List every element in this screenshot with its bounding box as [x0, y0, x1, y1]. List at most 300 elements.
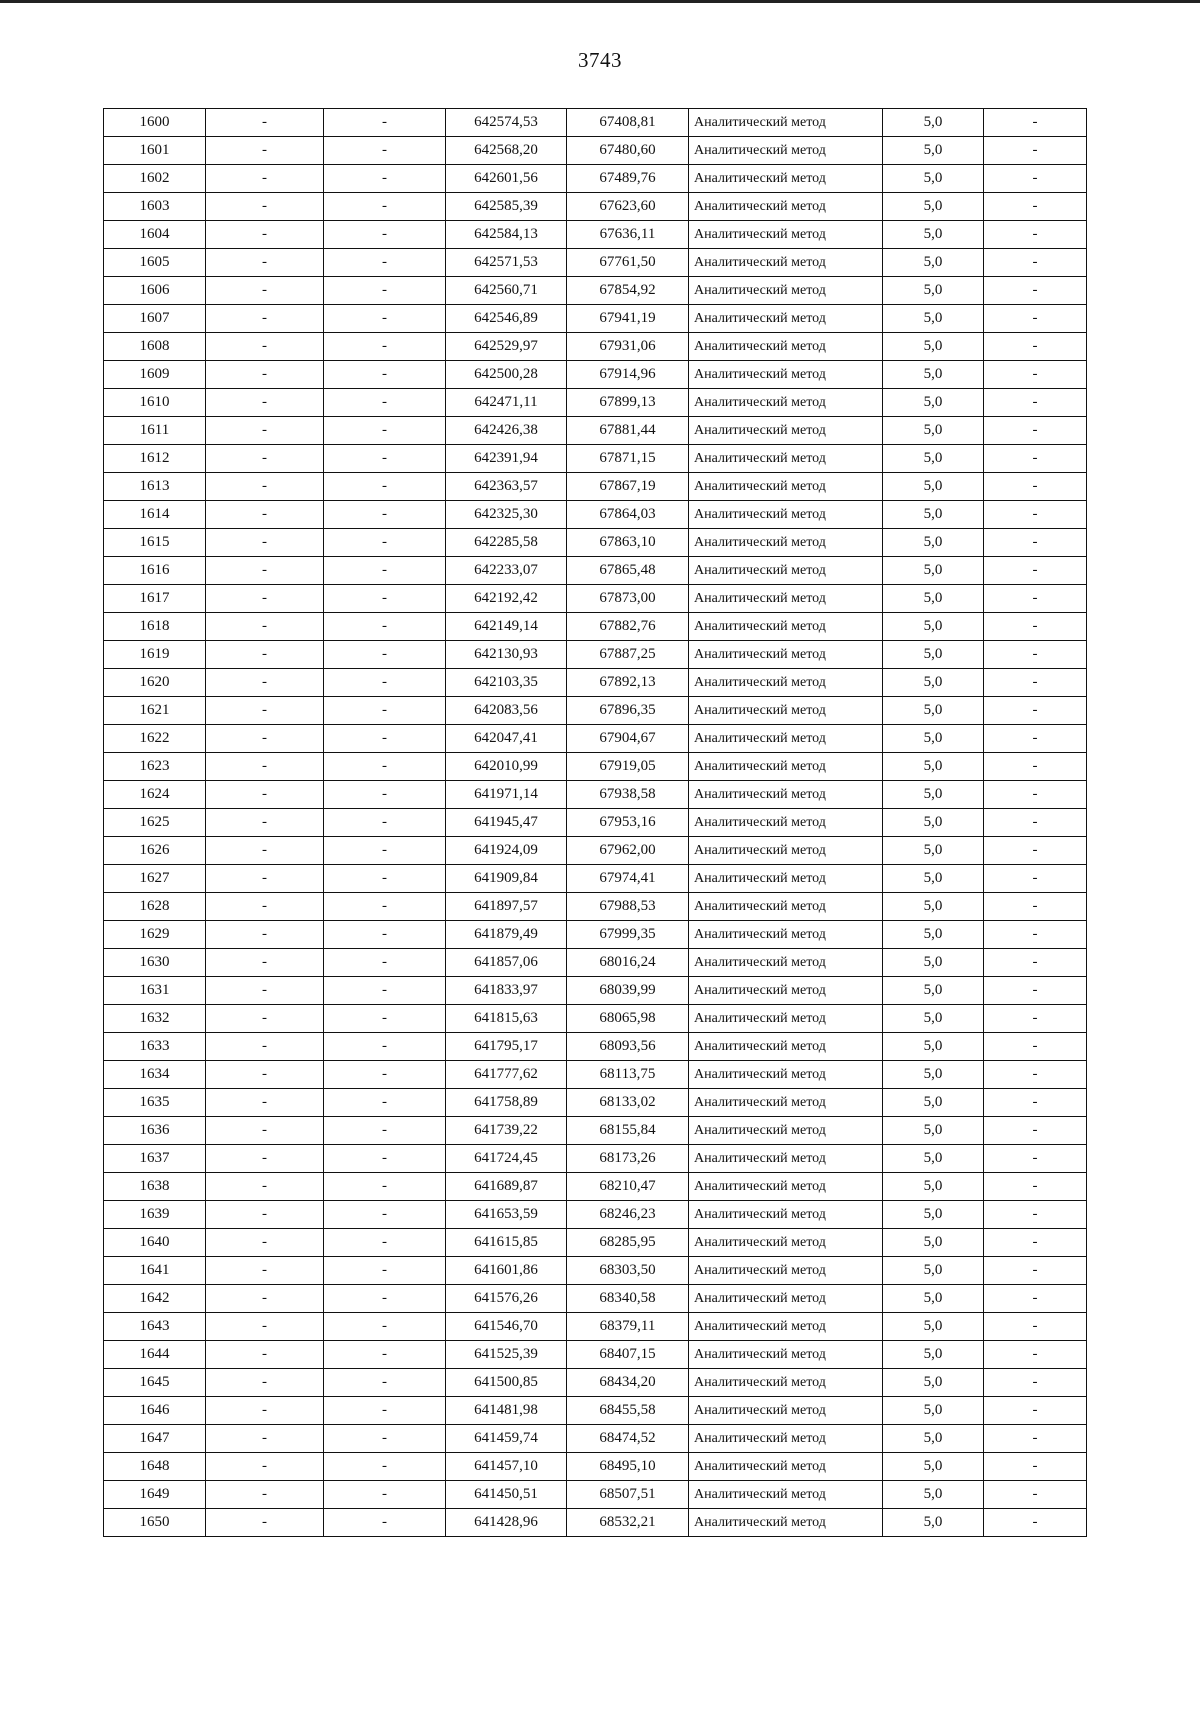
- coordinate-y-cell: 67636,11: [567, 221, 689, 249]
- coordinate-y-cell: 67953,16: [567, 809, 689, 837]
- coordinate-x-cell: 642571,53: [446, 249, 567, 277]
- accuracy-cell: 5,0: [883, 585, 984, 613]
- coordinate-y-cell: 68173,26: [567, 1145, 689, 1173]
- table-row: [104, 1453, 1087, 1481]
- coordinate-y-cell: 68455,58: [567, 1397, 689, 1425]
- description-cell: -: [984, 837, 1087, 865]
- empty-x-cell: -: [206, 1257, 324, 1285]
- point-number-cell: 1616: [104, 557, 206, 585]
- description-cell: -: [984, 781, 1087, 809]
- coordinate-y-cell: 67864,03: [567, 501, 689, 529]
- description-cell: -: [984, 977, 1087, 1005]
- empty-y-cell: -: [324, 1061, 446, 1089]
- point-number-cell: 1621: [104, 697, 206, 725]
- table-row: [104, 1117, 1087, 1145]
- coordinate-y-cell: 68434,20: [567, 1369, 689, 1397]
- empty-x-cell: -: [206, 109, 324, 137]
- coordinate-y-cell: 67941,19: [567, 305, 689, 333]
- point-number-cell: 1609: [104, 361, 206, 389]
- empty-x-cell: -: [206, 445, 324, 473]
- empty-x-cell: -: [206, 1033, 324, 1061]
- coordinate-y-cell: 67865,48: [567, 557, 689, 585]
- coordinate-x-cell: 642083,56: [446, 697, 567, 725]
- coordinate-x-cell: 641777,62: [446, 1061, 567, 1089]
- empty-y-cell: -: [324, 725, 446, 753]
- accuracy-cell: 5,0: [883, 1425, 984, 1453]
- empty-y-cell: -: [324, 837, 446, 865]
- point-number-cell: 1646: [104, 1397, 206, 1425]
- accuracy-cell: 5,0: [883, 893, 984, 921]
- coordinate-x-cell: 642574,53: [446, 109, 567, 137]
- empty-y-cell: -: [324, 1257, 446, 1285]
- description-cell: -: [984, 417, 1087, 445]
- description-cell: -: [984, 137, 1087, 165]
- coordinate-y-cell: 68285,95: [567, 1229, 689, 1257]
- accuracy-cell: 5,0: [883, 1257, 984, 1285]
- description-cell: -: [984, 1173, 1087, 1201]
- method-cell: Аналитический метод: [689, 781, 883, 809]
- coordinate-y-cell: 67881,44: [567, 417, 689, 445]
- empty-x-cell: -: [206, 1369, 324, 1397]
- coordinate-y-cell: 68246,23: [567, 1201, 689, 1229]
- description-cell: -: [984, 809, 1087, 837]
- accuracy-cell: 5,0: [883, 837, 984, 865]
- table-row: [104, 1369, 1087, 1397]
- point-number-cell: 1632: [104, 1005, 206, 1033]
- coordinate-x-cell: 641909,84: [446, 865, 567, 893]
- point-number-cell: 1637: [104, 1145, 206, 1173]
- empty-y-cell: -: [324, 221, 446, 249]
- empty-y-cell: -: [324, 1117, 446, 1145]
- method-cell: Аналитический метод: [689, 557, 883, 585]
- accuracy-cell: 5,0: [883, 221, 984, 249]
- table-row: [104, 417, 1087, 445]
- description-cell: -: [984, 361, 1087, 389]
- coordinate-y-cell: 67962,00: [567, 837, 689, 865]
- point-number-cell: 1630: [104, 949, 206, 977]
- point-number-cell: 1649: [104, 1481, 206, 1509]
- point-number-cell: 1642: [104, 1285, 206, 1313]
- description-cell: -: [984, 389, 1087, 417]
- accuracy-cell: 5,0: [883, 1117, 984, 1145]
- point-number-cell: 1618: [104, 613, 206, 641]
- point-number-cell: 1602: [104, 165, 206, 193]
- coordinate-x-cell: 642047,41: [446, 725, 567, 753]
- empty-x-cell: -: [206, 1061, 324, 1089]
- table-row: [104, 1313, 1087, 1341]
- accuracy-cell: 5,0: [883, 1453, 984, 1481]
- empty-y-cell: -: [324, 1201, 446, 1229]
- coordinate-x-cell: 641457,10: [446, 1453, 567, 1481]
- table-row: [104, 1229, 1087, 1257]
- empty-y-cell: -: [324, 697, 446, 725]
- empty-y-cell: -: [324, 893, 446, 921]
- coordinate-y-cell: 67623,60: [567, 193, 689, 221]
- table-row: [104, 949, 1087, 977]
- accuracy-cell: 5,0: [883, 1369, 984, 1397]
- accuracy-cell: 5,0: [883, 697, 984, 725]
- description-cell: -: [984, 1005, 1087, 1033]
- method-cell: Аналитический метод: [689, 1397, 883, 1425]
- description-cell: -: [984, 1397, 1087, 1425]
- coordinate-x-cell: 642103,35: [446, 669, 567, 697]
- method-cell: Аналитический метод: [689, 249, 883, 277]
- coordinate-y-cell: 68133,02: [567, 1089, 689, 1117]
- empty-x-cell: -: [206, 277, 324, 305]
- table-row: [104, 193, 1087, 221]
- empty-x-cell: -: [206, 501, 324, 529]
- point-number-cell: 1603: [104, 193, 206, 221]
- description-cell: -: [984, 1453, 1087, 1481]
- empty-y-cell: -: [324, 1397, 446, 1425]
- accuracy-cell: 5,0: [883, 193, 984, 221]
- accuracy-cell: 5,0: [883, 921, 984, 949]
- method-cell: Аналитический метод: [689, 417, 883, 445]
- accuracy-cell: 5,0: [883, 1313, 984, 1341]
- empty-y-cell: -: [324, 417, 446, 445]
- coordinate-x-cell: 641724,45: [446, 1145, 567, 1173]
- empty-y-cell: -: [324, 109, 446, 137]
- empty-x-cell: -: [206, 137, 324, 165]
- coordinate-x-cell: 641857,06: [446, 949, 567, 977]
- coordinate-x-cell: 641500,85: [446, 1369, 567, 1397]
- method-cell: Аналитический метод: [689, 977, 883, 1005]
- coordinate-y-cell: 68113,75: [567, 1061, 689, 1089]
- accuracy-cell: 5,0: [883, 137, 984, 165]
- description-cell: -: [984, 865, 1087, 893]
- point-number-cell: 1643: [104, 1313, 206, 1341]
- accuracy-cell: 5,0: [883, 1397, 984, 1425]
- coordinate-x-cell: 641428,96: [446, 1509, 567, 1537]
- table-row: [104, 613, 1087, 641]
- coordinate-x-cell: 642585,39: [446, 193, 567, 221]
- method-cell: Аналитический метод: [689, 1285, 883, 1313]
- accuracy-cell: 5,0: [883, 669, 984, 697]
- table-row: [104, 249, 1087, 277]
- description-cell: -: [984, 949, 1087, 977]
- coordinate-y-cell: 67408,81: [567, 109, 689, 137]
- table-row: [104, 389, 1087, 417]
- accuracy-cell: 5,0: [883, 865, 984, 893]
- table-row: [104, 837, 1087, 865]
- description-cell: -: [984, 585, 1087, 613]
- coordinate-x-cell: 642285,58: [446, 529, 567, 557]
- empty-y-cell: -: [324, 1229, 446, 1257]
- coordinate-y-cell: 68016,24: [567, 949, 689, 977]
- accuracy-cell: 5,0: [883, 109, 984, 137]
- empty-x-cell: -: [206, 781, 324, 809]
- description-cell: -: [984, 1201, 1087, 1229]
- coordinate-x-cell: 642426,38: [446, 417, 567, 445]
- table-row: [104, 753, 1087, 781]
- description-cell: -: [984, 445, 1087, 473]
- description-cell: -: [984, 641, 1087, 669]
- table-row: [104, 305, 1087, 333]
- table-row: [104, 221, 1087, 249]
- empty-y-cell: -: [324, 249, 446, 277]
- method-cell: Аналитический метод: [689, 1481, 883, 1509]
- empty-x-cell: -: [206, 333, 324, 361]
- accuracy-cell: 5,0: [883, 305, 984, 333]
- accuracy-cell: 5,0: [883, 1341, 984, 1369]
- coordinate-y-cell: 67489,76: [567, 165, 689, 193]
- coordinate-x-cell: 641653,59: [446, 1201, 567, 1229]
- accuracy-cell: 5,0: [883, 613, 984, 641]
- accuracy-cell: 5,0: [883, 277, 984, 305]
- empty-y-cell: -: [324, 1453, 446, 1481]
- table-row: [104, 165, 1087, 193]
- empty-x-cell: -: [206, 473, 324, 501]
- description-cell: -: [984, 1117, 1087, 1145]
- coordinate-x-cell: 642584,13: [446, 221, 567, 249]
- point-number-cell: 1622: [104, 725, 206, 753]
- method-cell: Аналитический метод: [689, 837, 883, 865]
- coordinate-y-cell: 67999,35: [567, 921, 689, 949]
- coordinate-y-cell: 67931,06: [567, 333, 689, 361]
- method-cell: Аналитический метод: [689, 949, 883, 977]
- coordinate-x-cell: 642529,97: [446, 333, 567, 361]
- empty-x-cell: -: [206, 809, 324, 837]
- coordinate-y-cell: 68093,56: [567, 1033, 689, 1061]
- point-number-cell: 1638: [104, 1173, 206, 1201]
- point-number-cell: 1629: [104, 921, 206, 949]
- empty-y-cell: -: [324, 361, 446, 389]
- table-row: [104, 585, 1087, 613]
- coordinate-x-cell: 642391,94: [446, 445, 567, 473]
- accuracy-cell: 5,0: [883, 473, 984, 501]
- method-cell: Аналитический метод: [689, 697, 883, 725]
- point-number-cell: 1611: [104, 417, 206, 445]
- point-number-cell: 1634: [104, 1061, 206, 1089]
- table-row: [104, 641, 1087, 669]
- empty-x-cell: -: [206, 1285, 324, 1313]
- coordinate-x-cell: 641576,26: [446, 1285, 567, 1313]
- coordinate-x-cell: 642568,20: [446, 137, 567, 165]
- empty-y-cell: -: [324, 1481, 446, 1509]
- accuracy-cell: 5,0: [883, 977, 984, 1005]
- accuracy-cell: 5,0: [883, 1173, 984, 1201]
- method-cell: Аналитический метод: [689, 809, 883, 837]
- point-number-cell: 1650: [104, 1509, 206, 1537]
- accuracy-cell: 5,0: [883, 1285, 984, 1313]
- point-number-cell: 1604: [104, 221, 206, 249]
- coordinate-y-cell: 67904,67: [567, 725, 689, 753]
- empty-x-cell: -: [206, 1117, 324, 1145]
- table-row: [104, 277, 1087, 305]
- empty-y-cell: -: [324, 669, 446, 697]
- point-number-cell: 1641: [104, 1257, 206, 1285]
- accuracy-cell: 5,0: [883, 1089, 984, 1117]
- accuracy-cell: 5,0: [883, 1229, 984, 1257]
- empty-x-cell: -: [206, 1173, 324, 1201]
- empty-x-cell: -: [206, 613, 324, 641]
- point-number-cell: 1635: [104, 1089, 206, 1117]
- empty-x-cell: -: [206, 865, 324, 893]
- empty-y-cell: -: [324, 1173, 446, 1201]
- method-cell: Аналитический метод: [689, 333, 883, 361]
- point-number-cell: 1644: [104, 1341, 206, 1369]
- coordinate-y-cell: 68210,47: [567, 1173, 689, 1201]
- method-cell: Аналитический метод: [689, 1201, 883, 1229]
- point-number-cell: 1648: [104, 1453, 206, 1481]
- method-cell: Аналитический метод: [689, 669, 883, 697]
- empty-y-cell: -: [324, 1033, 446, 1061]
- accuracy-cell: 5,0: [883, 417, 984, 445]
- description-cell: -: [984, 697, 1087, 725]
- method-cell: Аналитический метод: [689, 165, 883, 193]
- empty-y-cell: -: [324, 389, 446, 417]
- table-row: [104, 529, 1087, 557]
- method-cell: Аналитический метод: [689, 753, 883, 781]
- table-row: [104, 669, 1087, 697]
- coordinate-x-cell: 641795,17: [446, 1033, 567, 1061]
- description-cell: -: [984, 109, 1087, 137]
- empty-x-cell: -: [206, 977, 324, 1005]
- coordinate-x-cell: 642149,14: [446, 613, 567, 641]
- accuracy-cell: 5,0: [883, 725, 984, 753]
- method-cell: Аналитический метод: [689, 1033, 883, 1061]
- accuracy-cell: 5,0: [883, 809, 984, 837]
- coordinate-x-cell: 642192,42: [446, 585, 567, 613]
- table-row: [104, 1481, 1087, 1509]
- method-cell: Аналитический метод: [689, 1061, 883, 1089]
- empty-y-cell: -: [324, 529, 446, 557]
- empty-x-cell: -: [206, 697, 324, 725]
- description-cell: -: [984, 473, 1087, 501]
- coordinate-y-cell: 67938,58: [567, 781, 689, 809]
- point-number-cell: 1610: [104, 389, 206, 417]
- table-row: [104, 809, 1087, 837]
- accuracy-cell: 5,0: [883, 501, 984, 529]
- description-cell: -: [984, 529, 1087, 557]
- point-number-cell: 1600: [104, 109, 206, 137]
- coordinate-x-cell: 642546,89: [446, 305, 567, 333]
- description-cell: -: [984, 613, 1087, 641]
- point-number-cell: 1613: [104, 473, 206, 501]
- table-row: [104, 1285, 1087, 1313]
- description-cell: -: [984, 1341, 1087, 1369]
- empty-y-cell: -: [324, 1145, 446, 1173]
- page-number: 3743: [578, 48, 622, 72]
- empty-y-cell: -: [324, 193, 446, 221]
- description-cell: -: [984, 1257, 1087, 1285]
- table-row: [104, 977, 1087, 1005]
- empty-x-cell: -: [206, 1481, 324, 1509]
- method-cell: Аналитический метод: [689, 641, 883, 669]
- point-number-cell: 1633: [104, 1033, 206, 1061]
- method-cell: Аналитический метод: [689, 473, 883, 501]
- description-cell: -: [984, 249, 1087, 277]
- coordinate-y-cell: 67873,00: [567, 585, 689, 613]
- method-cell: Аналитический метод: [689, 1145, 883, 1173]
- empty-x-cell: -: [206, 1341, 324, 1369]
- coordinate-y-cell: 68379,11: [567, 1313, 689, 1341]
- empty-y-cell: -: [324, 949, 446, 977]
- empty-x-cell: -: [206, 305, 324, 333]
- empty-x-cell: -: [206, 1005, 324, 1033]
- method-cell: Аналитический метод: [689, 893, 883, 921]
- empty-x-cell: -: [206, 389, 324, 417]
- empty-x-cell: -: [206, 1229, 324, 1257]
- empty-y-cell: -: [324, 641, 446, 669]
- empty-x-cell: -: [206, 1509, 324, 1537]
- description-cell: -: [984, 193, 1087, 221]
- table-row: [104, 1033, 1087, 1061]
- table-row: [104, 697, 1087, 725]
- empty-x-cell: -: [206, 949, 324, 977]
- method-cell: Аналитический метод: [689, 193, 883, 221]
- accuracy-cell: 5,0: [883, 445, 984, 473]
- method-cell: Аналитический метод: [689, 221, 883, 249]
- point-number-cell: 1636: [104, 1117, 206, 1145]
- coordinate-x-cell: 641546,70: [446, 1313, 567, 1341]
- accuracy-cell: 5,0: [883, 1005, 984, 1033]
- coordinate-x-cell: 641971,14: [446, 781, 567, 809]
- coordinate-y-cell: 67988,53: [567, 893, 689, 921]
- method-cell: Аналитический метод: [689, 1509, 883, 1537]
- coordinate-y-cell: 67854,92: [567, 277, 689, 305]
- empty-x-cell: -: [206, 753, 324, 781]
- empty-x-cell: -: [206, 1453, 324, 1481]
- empty-y-cell: -: [324, 333, 446, 361]
- empty-y-cell: -: [324, 1341, 446, 1369]
- table-row: [104, 501, 1087, 529]
- coordinate-y-cell: 68340,58: [567, 1285, 689, 1313]
- empty-x-cell: -: [206, 921, 324, 949]
- description-cell: -: [984, 221, 1087, 249]
- accuracy-cell: 5,0: [883, 165, 984, 193]
- empty-y-cell: -: [324, 1509, 446, 1537]
- empty-x-cell: -: [206, 221, 324, 249]
- coordinate-y-cell: 68155,84: [567, 1117, 689, 1145]
- coordinate-x-cell: 642325,30: [446, 501, 567, 529]
- coordinate-x-cell: 642560,71: [446, 277, 567, 305]
- point-number-cell: 1601: [104, 137, 206, 165]
- method-cell: Аналитический метод: [689, 137, 883, 165]
- method-cell: Аналитический метод: [689, 277, 883, 305]
- point-number-cell: 1624: [104, 781, 206, 809]
- description-cell: -: [984, 305, 1087, 333]
- description-cell: -: [984, 1061, 1087, 1089]
- method-cell: Аналитический метод: [689, 865, 883, 893]
- method-cell: Аналитический метод: [689, 445, 883, 473]
- description-cell: -: [984, 1369, 1087, 1397]
- empty-x-cell: -: [206, 669, 324, 697]
- empty-x-cell: -: [206, 585, 324, 613]
- table-row: [104, 893, 1087, 921]
- empty-y-cell: -: [324, 921, 446, 949]
- empty-y-cell: -: [324, 1005, 446, 1033]
- empty-x-cell: -: [206, 641, 324, 669]
- table-row: [104, 781, 1087, 809]
- table-row: [104, 1257, 1087, 1285]
- empty-y-cell: -: [324, 445, 446, 473]
- point-number-cell: 1619: [104, 641, 206, 669]
- description-cell: -: [984, 669, 1087, 697]
- empty-x-cell: -: [206, 1313, 324, 1341]
- accuracy-cell: 5,0: [883, 949, 984, 977]
- point-number-cell: 1627: [104, 865, 206, 893]
- coordinate-x-cell: 642233,07: [446, 557, 567, 585]
- empty-y-cell: -: [324, 585, 446, 613]
- point-number-cell: 1640: [104, 1229, 206, 1257]
- empty-x-cell: -: [206, 725, 324, 753]
- empty-y-cell: -: [324, 753, 446, 781]
- description-cell: -: [984, 1145, 1087, 1173]
- table-row: [104, 473, 1087, 501]
- accuracy-cell: 5,0: [883, 1033, 984, 1061]
- coordinate-y-cell: 68507,51: [567, 1481, 689, 1509]
